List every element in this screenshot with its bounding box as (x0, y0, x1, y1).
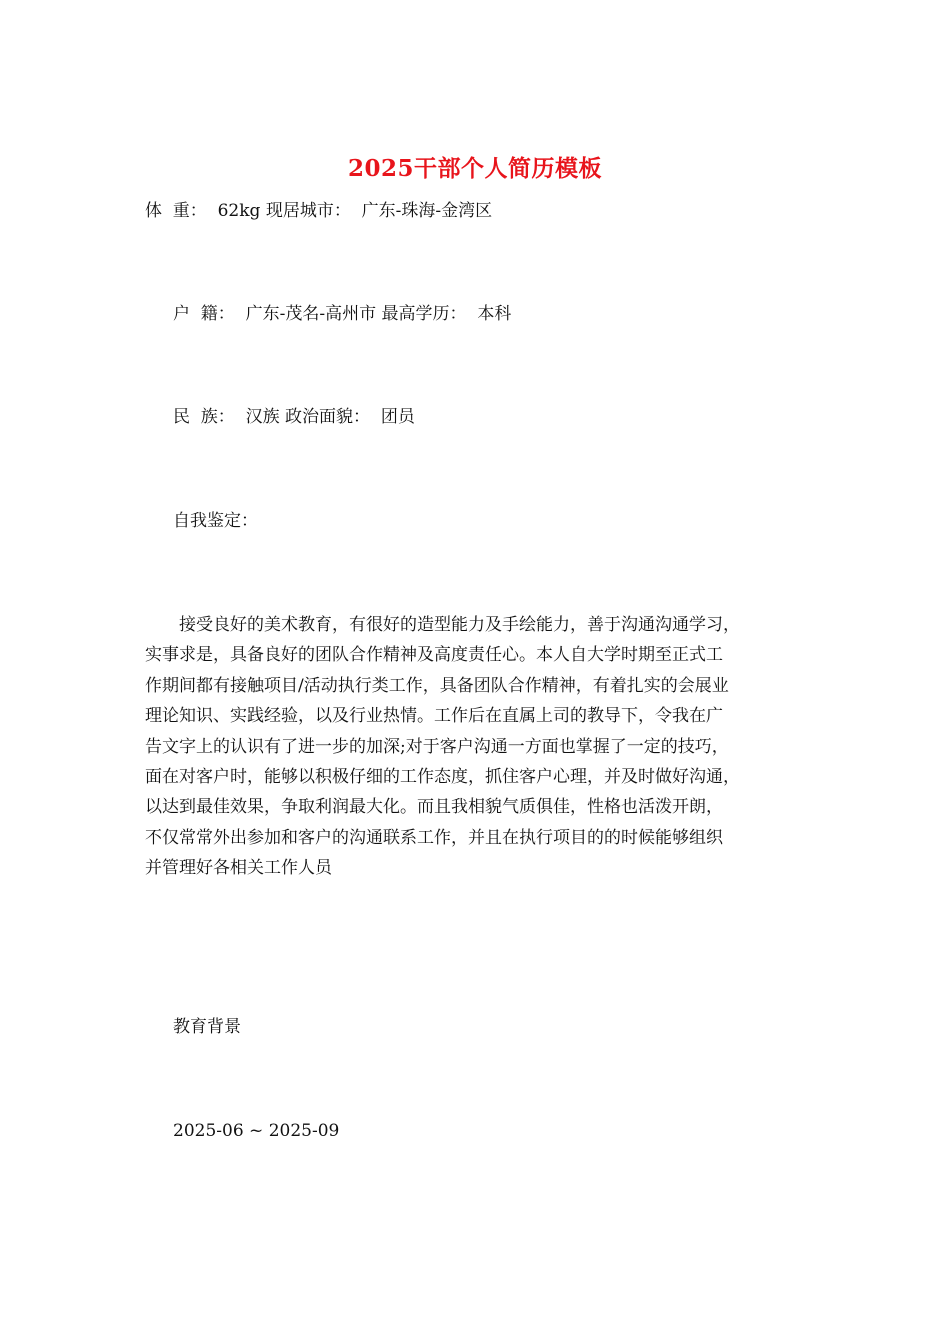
education-heading: 教育背景 (173, 1017, 241, 1037)
weight-city-line: 体 重： 62kg 现居城市： 广东-珠海-金湾区 (145, 201, 493, 221)
education-period: 2025-06 ~ 2025-09 (173, 1121, 340, 1141)
paragraph-line: 实事求是，具备良好的团队合作精神及高度责任心。本人自大学时期至正式工 (145, 645, 723, 666)
paragraph-line: 接受良好的美术教育，有很好的造型能力及手绘能力，善于沟通沟通学习， (145, 615, 740, 635)
ethnicity-political-line: 民 族： 汉族 政治面貌： 团员 (173, 407, 415, 427)
paragraph-line: 并管理好各相关工作人员 (145, 858, 332, 879)
paragraph-line: 告文字上的认识有了进一步的加深;对于客户沟通一方面也掌握了一定的技巧， (145, 736, 729, 757)
household-education-line: 户 籍： 广东-茂名-高州市 最高学历： 本科 (173, 304, 512, 324)
paragraph-line: 作期间都有接触项目/活动执行类工作，具备团队合作精神，有着扎实的会展业 (145, 675, 729, 696)
self-evaluation-heading: 自我鉴定： (173, 511, 258, 531)
paragraph-line: 理论知识、实践经验，以及行业热情。工作后在直属上司的教导下，令我在广 (145, 706, 723, 727)
document-title: 2025干部个人简历模板 (347, 155, 602, 182)
paragraph-line: 面在对客户时，能够以积极仔细的工作态度，抓住客户心理，并及时做好沟通， (145, 766, 740, 787)
self-evaluation-paragraph (145, 610, 810, 884)
paragraph-line: 不仅常常外出参加和客户的沟通联系工作，并且在执行项目的的时候能够组织 (145, 827, 723, 848)
paragraph-line: 以达到最佳效果，争取利润最大化。而且我相貌气质俱佳，性格也活泼开朗， (145, 797, 723, 818)
